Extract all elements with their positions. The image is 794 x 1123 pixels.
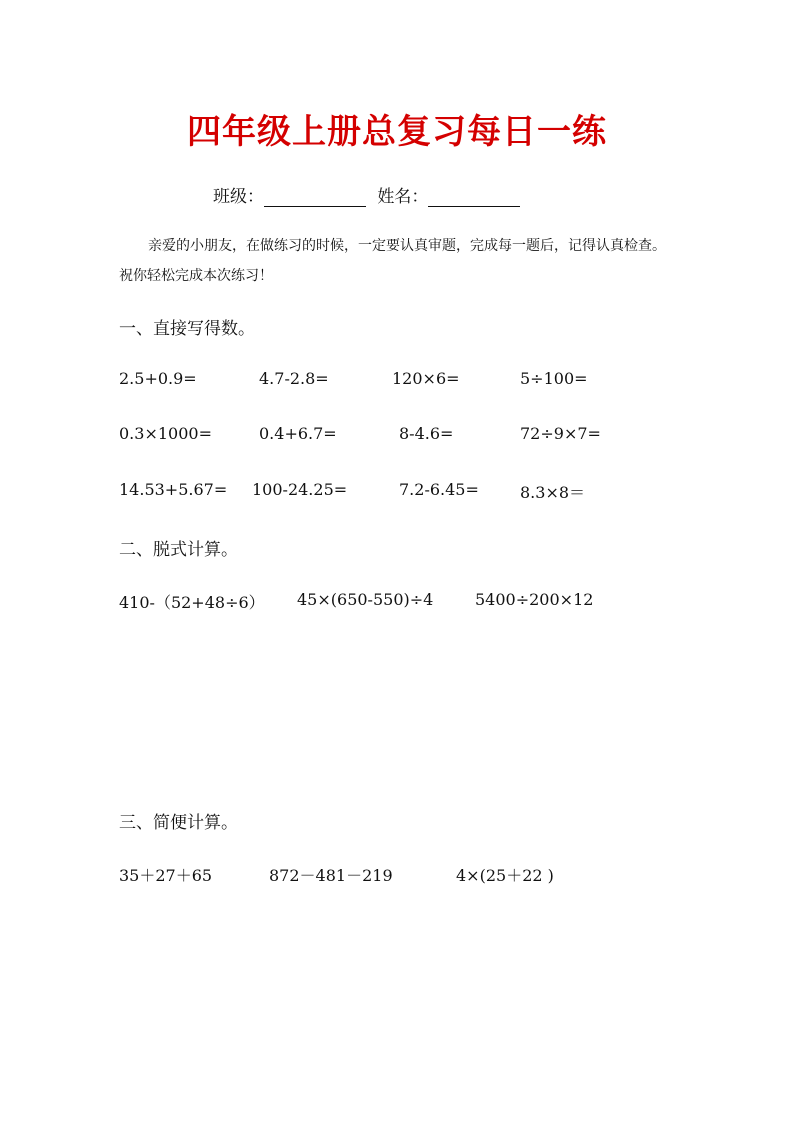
oral-calc-item: 5÷100= — [520, 369, 588, 388]
name-blank — [428, 190, 520, 207]
stepwise-calc-item: 45×(650-550)÷4 — [297, 590, 434, 609]
oral-calc-item: 100-24.25= — [252, 480, 348, 499]
oral-calc-item: 2.5+0.9= — [119, 369, 197, 388]
oral-calc-item: 120×6= — [392, 369, 460, 388]
simplified-calc-item: 872－481－219 — [269, 866, 393, 885]
student-info-line — [213, 182, 520, 207]
simplified-calc-item: 4×(25＋22 ) — [456, 866, 554, 885]
section-1-heading: 一、直接写得数。 — [119, 319, 255, 339]
stepwise-calc-item: 5400÷200×12 — [475, 590, 594, 609]
oral-calc-item: 0.3×1000= — [119, 424, 212, 443]
simplified-calc-item: 35＋27＋65 — [119, 866, 213, 885]
oral-calc-item: 8.3×8＝ — [520, 483, 586, 502]
worksheet-title: 四年级上册总复习每日一练 — [187, 112, 607, 152]
intro-line-2: 祝你轻松完成本次练习！ — [119, 268, 273, 284]
class-label: 班级： — [213, 187, 264, 207]
oral-calc-item: 14.53+5.67= — [119, 480, 228, 499]
section-2-heading: 二、脱式计算。 — [119, 540, 238, 560]
section-3-heading: 三、简便计算。 — [119, 813, 238, 833]
class-blank — [264, 190, 366, 207]
intro-line-1: 亲爱的小朋友，在做练习的时候，一定要认真审题，完成每一题后，记得认真检查。 — [148, 238, 666, 254]
stepwise-calc-item: 410-（52+48÷6） — [119, 593, 265, 612]
oral-calc-item: 7.2-6.45= — [399, 480, 479, 499]
name-label: 姓名： — [377, 187, 429, 207]
oral-calc-item: 8-4.6= — [399, 424, 454, 443]
oral-calc-item: 4.7-2.8= — [259, 369, 329, 388]
oral-calc-item: 72÷9×7= — [520, 424, 601, 443]
oral-calc-item: 0.4+6.7= — [259, 424, 337, 443]
